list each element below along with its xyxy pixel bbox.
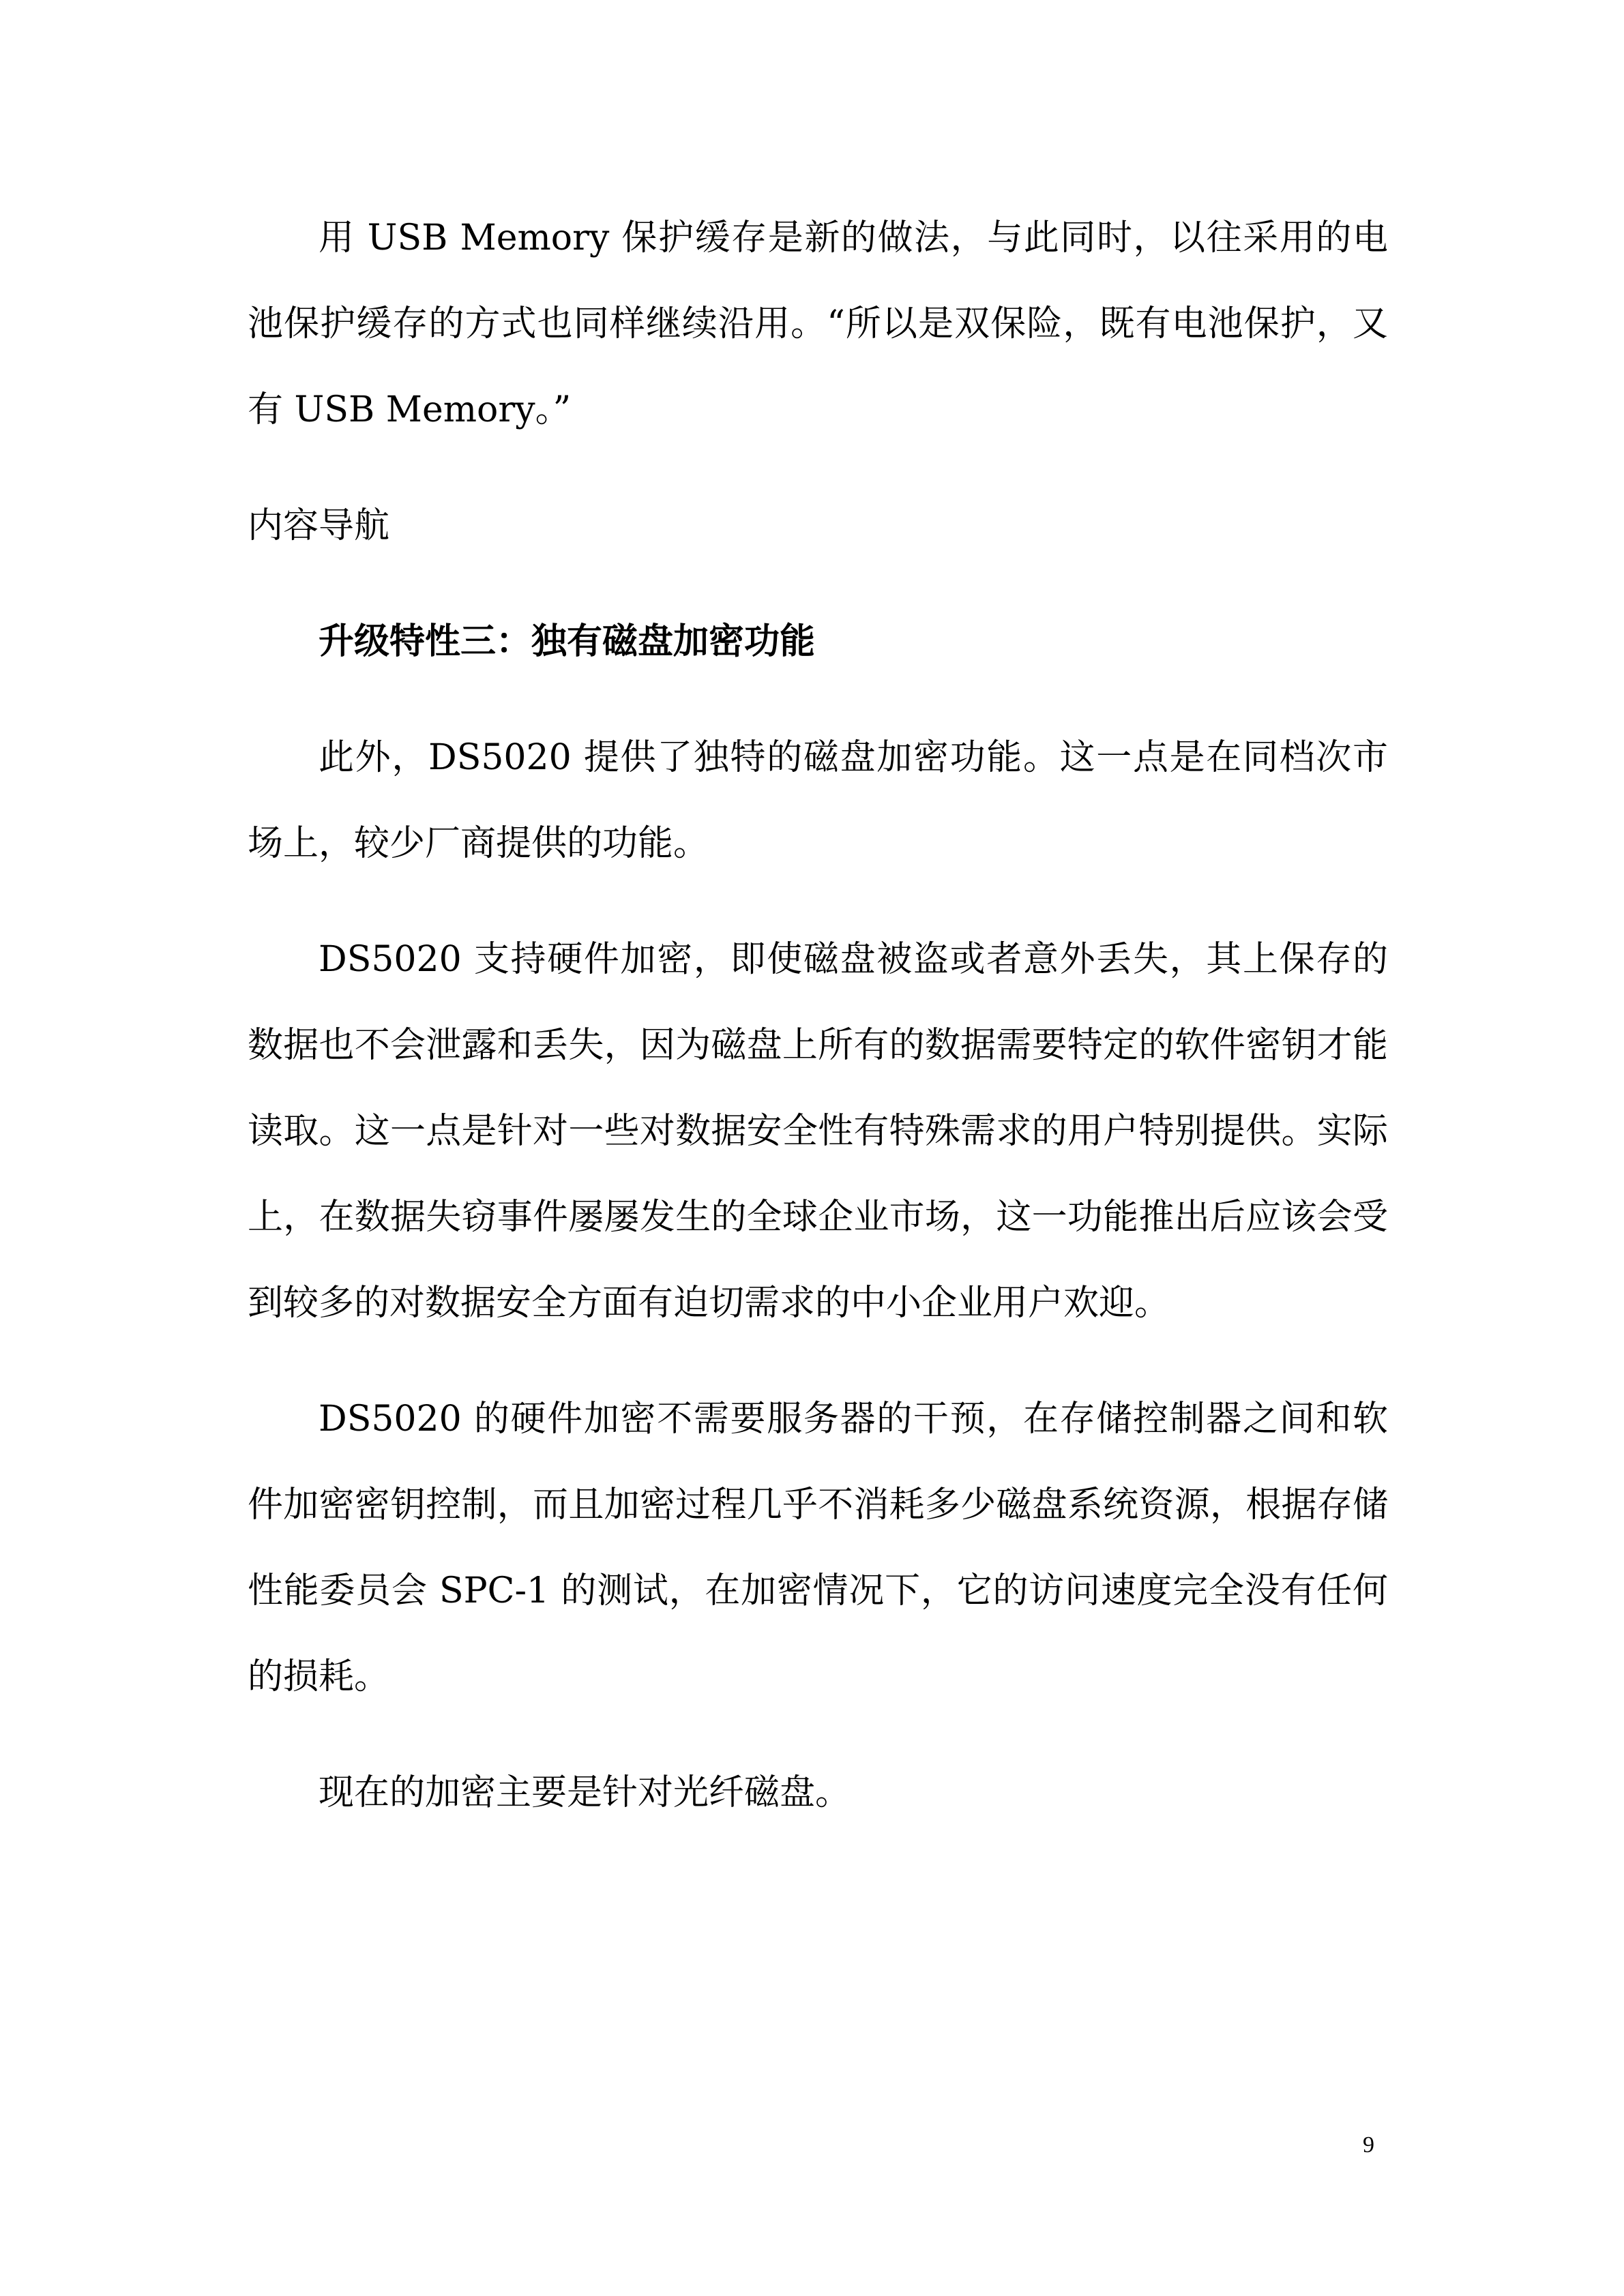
content-navigation-label: 内容导航 bbox=[248, 505, 390, 546]
section-heading-disk-encryption: 升级特性三：独有磁盘加密功能 bbox=[319, 621, 816, 662]
paragraph-hardware-encryption: DS5020 支持硬件加密，即使磁盘被盗或者意外丢失，其上保存的数据也不会泄露和丢失，因为磁盘上所有的数据需要特定的软件密钥才能读取。这一点是针对一些对数据安全性有特殊需求的用户特别提供。实际上，在数据失窃事件屡屡发生的全球企业市场，这一功能推出后应该会受到较多的对数据安全方面有迫切需求的中小企业用户欢迎。 bbox=[248, 939, 1388, 1324]
paragraph-encryption-performance: DS5020 的硬件加密不需要服务器的干预，在存储控制器之间和软件加密密钥控制，而且加密过程几乎不消耗多少磁盘系统资源，根据存储性能委员会 SPC-1 的测试，在加密情况下，它的访问速度完全没有任何的损耗。 bbox=[248, 1399, 1388, 1697]
paragraph-fibre-disk-encryption: 现在的加密主要是针对光纤磁盘。 bbox=[319, 1772, 851, 1813]
document-body bbox=[248, 195, 1388, 1866]
page-number: 9 bbox=[1363, 2132, 1374, 2158]
paragraph-ds5020-encryption-intro: 此外，DS5020 提供了独特的磁盘加密功能。这一点是在同档次市场上，较少厂商提供的功能。 bbox=[248, 737, 1388, 864]
paragraph-usb-memory-cache: 用 USB Memory 保护缓存是新的做法，与此同时，以往采用的电池保护缓存的方式也同样继续沿用。“所以是双保险，既有电池保护，又有 USB Memory。” bbox=[248, 218, 1388, 430]
